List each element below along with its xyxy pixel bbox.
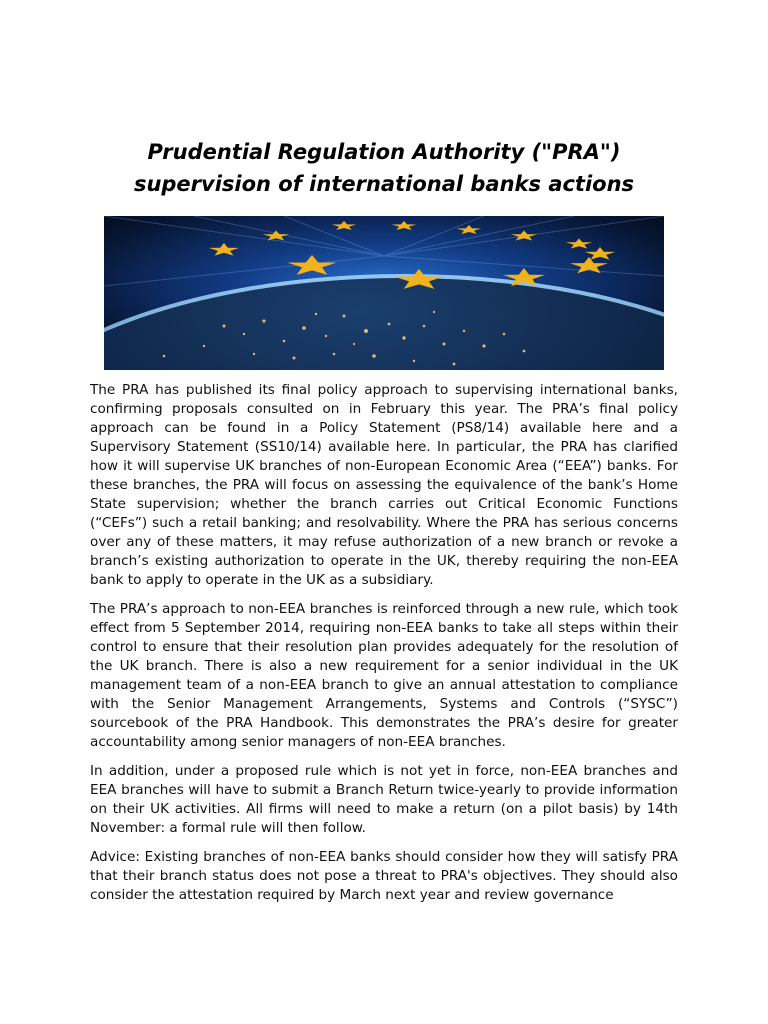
europe-night-illustration — [104, 216, 664, 370]
paragraph-3: In addition, under a proposed rule which is not yet in force, non-EEA branches and EEA branches will have to submit a Branch Return twice-yearly to provide information on their UK activities. All firms will need to make a return (on a pilot basis) by 14th November: a formal rule will then follow. — [90, 763, 678, 836]
paragraph-1: The PRA has published its final policy approach to supervising international banks, confirming proposals consulted on in February this year. The PRA’s final policy approach can be found in a Policy Statement (PS8/14) available here and a Supervisory Statement (SS10/14) available here. In particular, the PRA has clarified how it will supervise UK branches of non-European Economic Area (“EEA”) banks. For these branches, the PRA will focus on assessing the equivalence of the bank’s Home State supervision; whether the branch carries out Critical Economic Functions (“CEFs”) such a retail banking; and resolvability. Where the PRA has serious concerns over any of these matters, it may refuse authorization of a new branch or revoke a branch’s existing authorization to operate in the UK, thereby requiring the non-EEA bank to apply to operate in the UK as a subsidiary. — [90, 382, 678, 588]
document-title — [60, 136, 708, 200]
hero-image-europe-stars — [104, 216, 664, 370]
paragraph-2: The PRA’s approach to non-EEA branches is reinforced through a new rule, which took effect from 5 September 2014, requiring non-EEA banks to take all steps within their control to ensure that their resolution plan provides adequately for the resolution of the UK branch. There is also a new requirement for a senior individual in the UK management team of a non-EEA branch to give an annual attestation to compliance with the Senior Management Arrangements, Systems and Controls (“SYSC”) sourcebook of the PRA Handbook. This demonstrates the PRA’s desire for greater accountability among senior managers of non-EEA branches. — [90, 601, 678, 750]
document-body — [90, 381, 678, 915]
paragraph-4: Advice: Existing branches of non-EEA banks should consider how they will satisfy PRA that their branch status does not pose a threat to PRA's objectives. They should also consider the attestation required by March next year and review governance — [90, 849, 678, 903]
title-line-2: supervision of international banks actions — [133, 172, 635, 196]
title-line-1: Prudential Regulation Authority ("PRA") — [147, 140, 621, 164]
